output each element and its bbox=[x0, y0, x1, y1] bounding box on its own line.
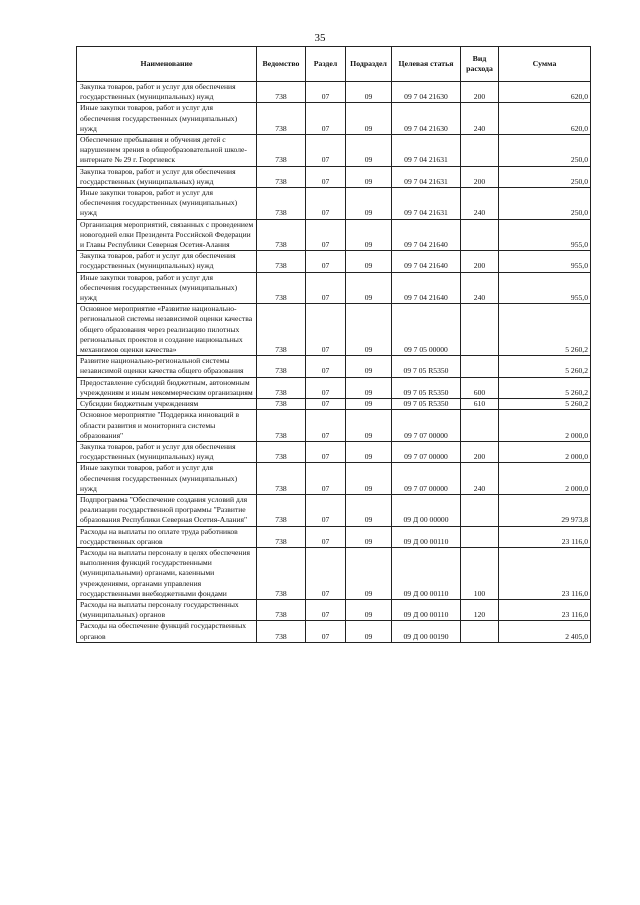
row-amount-cell: 955,0 bbox=[499, 272, 591, 304]
budget-table bbox=[76, 46, 591, 643]
row-target-item-cell: 09 7 05 R5350 bbox=[392, 356, 461, 377]
table-row bbox=[77, 441, 591, 462]
row-amount-cell: 250,0 bbox=[499, 188, 591, 220]
row-amount-cell: 2 000,0 bbox=[499, 410, 591, 442]
row-subsection-cell: 09 bbox=[346, 103, 392, 135]
row-amount-cell: 5 260,2 bbox=[499, 356, 591, 377]
row-target-item-cell: 09 7 05 R5350 bbox=[392, 399, 461, 410]
row-target-item-cell: 09 7 04 21640 bbox=[392, 272, 461, 304]
row-subsection-cell: 09 bbox=[346, 251, 392, 272]
row-expense-type-cell: 600 bbox=[461, 377, 499, 398]
row-target-item-cell: 09 7 04 21631 bbox=[392, 135, 461, 167]
row-name-cell: Расходы на обеспечение функций государственных органов bbox=[77, 621, 257, 642]
row-section-cell: 07 bbox=[306, 304, 346, 356]
row-name-cell: Закупка товаров, работ и услуг для обеспечения государственных (муниципальных) нужд bbox=[77, 441, 257, 462]
table-row bbox=[77, 304, 591, 356]
column-header-target-item: Целевая статья bbox=[392, 47, 461, 82]
row-section-cell: 07 bbox=[306, 547, 346, 599]
table-row bbox=[77, 219, 591, 251]
row-department-cell: 738 bbox=[257, 103, 306, 135]
row-expense-type-cell: 200 bbox=[461, 441, 499, 462]
table-row bbox=[77, 547, 591, 599]
row-expense-type-cell bbox=[461, 410, 499, 442]
row-subsection-cell: 09 bbox=[346, 135, 392, 167]
row-expense-type-cell: 240 bbox=[461, 463, 499, 495]
table-row bbox=[77, 377, 591, 398]
row-subsection-cell: 09 bbox=[346, 272, 392, 304]
row-name-cell: Расходы на выплаты по оплате труда работников государственных органов bbox=[77, 526, 257, 547]
column-header-section: Раздел bbox=[306, 47, 346, 82]
row-name-cell: Закупка товаров, работ и услуг для обеспечения государственных (муниципальных) нужд bbox=[77, 251, 257, 272]
row-section-cell: 07 bbox=[306, 399, 346, 410]
column-header-amount: Сумма bbox=[499, 47, 591, 82]
row-department-cell: 738 bbox=[257, 251, 306, 272]
row-target-item-cell: 09 7 04 21631 bbox=[392, 188, 461, 220]
column-header-name: Наименование bbox=[77, 47, 257, 82]
row-expense-type-cell bbox=[461, 494, 499, 526]
table-row bbox=[77, 526, 591, 547]
row-amount-cell: 955,0 bbox=[499, 219, 591, 251]
row-section-cell: 07 bbox=[306, 135, 346, 167]
row-expense-type-cell bbox=[461, 356, 499, 377]
row-subsection-cell: 09 bbox=[346, 82, 392, 103]
row-department-cell: 738 bbox=[257, 135, 306, 167]
row-target-item-cell: 09 7 07 00000 bbox=[392, 410, 461, 442]
row-name-cell: Закупка товаров, работ и услуг для обеспечения государственных (муниципальных) нужд bbox=[77, 166, 257, 187]
row-department-cell: 738 bbox=[257, 82, 306, 103]
row-department-cell: 738 bbox=[257, 272, 306, 304]
row-subsection-cell: 09 bbox=[346, 547, 392, 599]
row-expense-type-cell: 610 bbox=[461, 399, 499, 410]
row-department-cell: 738 bbox=[257, 304, 306, 356]
row-subsection-cell: 09 bbox=[346, 494, 392, 526]
row-department-cell: 738 bbox=[257, 219, 306, 251]
table-row bbox=[77, 166, 591, 187]
row-name-cell: Расходы на выплаты персоналу в целях обеспечения выполнения функций государственными (муниципальными) органами, казенными учреждениями, органами управления государственными внебюджетными фондами bbox=[77, 547, 257, 599]
row-name-cell: Организация мероприятий, связанных с проведением новогодней елки Президента Российской Федерации и Главы Республики Северная Осетия-Алания bbox=[77, 219, 257, 251]
column-header-department: Ведомство bbox=[257, 47, 306, 82]
row-section-cell: 07 bbox=[306, 410, 346, 442]
row-amount-cell: 2 405,0 bbox=[499, 621, 591, 642]
row-amount-cell: 250,0 bbox=[499, 135, 591, 167]
row-expense-type-cell: 200 bbox=[461, 251, 499, 272]
row-name-cell: Иные закупки товаров, работ и услуг для обеспечения государственных (муниципальных) нужд bbox=[77, 188, 257, 220]
row-department-cell: 738 bbox=[257, 494, 306, 526]
row-amount-cell: 5 260,2 bbox=[499, 399, 591, 410]
table-row bbox=[77, 272, 591, 304]
row-target-item-cell: 09 Д 00 00190 bbox=[392, 621, 461, 642]
row-subsection-cell: 09 bbox=[346, 441, 392, 462]
row-amount-cell: 955,0 bbox=[499, 251, 591, 272]
row-expense-type-cell bbox=[461, 219, 499, 251]
page-number: 35 bbox=[314, 32, 326, 44]
row-name-cell: Закупка товаров, работ и услуг для обеспечения государственных (муниципальных) нужд bbox=[77, 82, 257, 103]
row-target-item-cell: 09 7 04 21630 bbox=[392, 82, 461, 103]
row-department-cell: 738 bbox=[257, 166, 306, 187]
row-department-cell: 738 bbox=[257, 410, 306, 442]
row-amount-cell: 620,0 bbox=[499, 103, 591, 135]
row-expense-type-cell: 240 bbox=[461, 188, 499, 220]
row-subsection-cell: 09 bbox=[346, 463, 392, 495]
table-row bbox=[77, 621, 591, 642]
row-department-cell: 738 bbox=[257, 463, 306, 495]
row-section-cell: 07 bbox=[306, 219, 346, 251]
row-name-cell: Предоставление субсидий бюджетным, автономным учреждениям и иным некоммерческим организациям bbox=[77, 377, 257, 398]
row-department-cell: 738 bbox=[257, 547, 306, 599]
row-name-cell: Основное мероприятие «Развитие национально-региональной системы независимой оценки качества общего образования через реализацию пилотных региональных проектов и создание национальных механизмов оценки качества» bbox=[77, 304, 257, 356]
table-row bbox=[77, 494, 591, 526]
row-department-cell: 738 bbox=[257, 599, 306, 620]
row-amount-cell: 2 000,0 bbox=[499, 441, 591, 462]
row-target-item-cell: 09 7 05 00000 bbox=[392, 304, 461, 356]
row-expense-type-cell: 120 bbox=[461, 599, 499, 620]
row-section-cell: 07 bbox=[306, 103, 346, 135]
row-subsection-cell: 09 bbox=[346, 621, 392, 642]
table-row bbox=[77, 463, 591, 495]
row-amount-cell: 29 973,8 bbox=[499, 494, 591, 526]
table-row bbox=[77, 135, 591, 167]
row-name-cell: Расходы на выплаты персоналу государственных (муниципальных) органов bbox=[77, 599, 257, 620]
row-target-item-cell: 09 7 04 21631 bbox=[392, 166, 461, 187]
row-expense-type-cell bbox=[461, 304, 499, 356]
row-name-cell: Развитие национально-региональной системы независимой оценки качества общего образования bbox=[77, 356, 257, 377]
column-header-expense-type: Вид расхода bbox=[461, 47, 499, 82]
row-subsection-cell: 09 bbox=[346, 304, 392, 356]
row-section-cell: 07 bbox=[306, 621, 346, 642]
row-department-cell: 738 bbox=[257, 526, 306, 547]
row-expense-type-cell: 240 bbox=[461, 272, 499, 304]
row-expense-type-cell bbox=[461, 135, 499, 167]
row-section-cell: 07 bbox=[306, 272, 346, 304]
row-target-item-cell: 09 Д 00 00000 bbox=[392, 494, 461, 526]
table-row bbox=[77, 82, 591, 103]
row-amount-cell: 23 116,0 bbox=[499, 526, 591, 547]
row-section-cell: 07 bbox=[306, 188, 346, 220]
row-amount-cell: 2 000,0 bbox=[499, 463, 591, 495]
row-target-item-cell: 09 7 05 R5350 bbox=[392, 377, 461, 398]
row-name-cell: Подпрограмма "Обеспечение создания условий для реализации государственной программы "Развитие образования Республики Северная Осетия-Алания" bbox=[77, 494, 257, 526]
row-subsection-cell: 09 bbox=[346, 188, 392, 220]
column-header-subsection: Подраздел bbox=[346, 47, 392, 82]
row-subsection-cell: 09 bbox=[346, 599, 392, 620]
row-department-cell: 738 bbox=[257, 188, 306, 220]
table-row bbox=[77, 410, 591, 442]
row-amount-cell: 620,0 bbox=[499, 82, 591, 103]
row-expense-type-cell: 240 bbox=[461, 103, 499, 135]
row-section-cell: 07 bbox=[306, 441, 346, 462]
row-target-item-cell: 09 7 04 21640 bbox=[392, 219, 461, 251]
row-amount-cell: 5 260,2 bbox=[499, 377, 591, 398]
table-row bbox=[77, 399, 591, 410]
row-subsection-cell: 09 bbox=[346, 377, 392, 398]
row-subsection-cell: 09 bbox=[346, 356, 392, 377]
row-target-item-cell: 09 Д 00 00110 bbox=[392, 526, 461, 547]
row-target-item-cell: 09 7 07 00000 bbox=[392, 441, 461, 462]
table-header-row bbox=[77, 47, 591, 82]
row-department-cell: 738 bbox=[257, 621, 306, 642]
row-section-cell: 07 bbox=[306, 377, 346, 398]
row-subsection-cell: 09 bbox=[346, 399, 392, 410]
row-target-item-cell: 09 Д 00 00110 bbox=[392, 547, 461, 599]
row-section-cell: 07 bbox=[306, 526, 346, 547]
table-row bbox=[77, 356, 591, 377]
row-subsection-cell: 09 bbox=[346, 526, 392, 547]
row-target-item-cell: 09 7 04 21630 bbox=[392, 103, 461, 135]
row-expense-type-cell bbox=[461, 526, 499, 547]
table-row bbox=[77, 251, 591, 272]
row-name-cell: Иные закупки товаров, работ и услуг для обеспечения государственных (муниципальных) нужд bbox=[77, 463, 257, 495]
row-target-item-cell: 09 Д 00 00110 bbox=[392, 599, 461, 620]
row-section-cell: 07 bbox=[306, 166, 346, 187]
row-department-cell: 738 bbox=[257, 399, 306, 410]
row-name-cell: Основное мероприятие "Поддержка инноваций в области развития и мониторинга системы образования" bbox=[77, 410, 257, 442]
row-department-cell: 738 bbox=[257, 441, 306, 462]
row-section-cell: 07 bbox=[306, 463, 346, 495]
row-expense-type-cell: 200 bbox=[461, 82, 499, 103]
row-target-item-cell: 09 7 07 00000 bbox=[392, 463, 461, 495]
row-expense-type-cell: 100 bbox=[461, 547, 499, 599]
row-amount-cell: 5 260,2 bbox=[499, 304, 591, 356]
row-name-cell: Субсидии бюджетным учреждениям bbox=[77, 399, 257, 410]
row-name-cell: Иные закупки товаров, работ и услуг для обеспечения государственных (муниципальных) нужд bbox=[77, 103, 257, 135]
row-name-cell: Иные закупки товаров, работ и услуг для обеспечения государственных (муниципальных) нужд bbox=[77, 272, 257, 304]
row-section-cell: 07 bbox=[306, 494, 346, 526]
row-expense-type-cell bbox=[461, 621, 499, 642]
row-section-cell: 07 bbox=[306, 251, 346, 272]
row-department-cell: 738 bbox=[257, 356, 306, 377]
row-expense-type-cell: 200 bbox=[461, 166, 499, 187]
row-section-cell: 07 bbox=[306, 599, 346, 620]
row-subsection-cell: 09 bbox=[346, 219, 392, 251]
row-section-cell: 07 bbox=[306, 356, 346, 377]
row-amount-cell: 250,0 bbox=[499, 166, 591, 187]
row-section-cell: 07 bbox=[306, 82, 346, 103]
row-name-cell: Обеспечение пребывания и обучения детей с нарушением зрения в общеобразовательной школе-интернате № 29 г. Георгиевск bbox=[77, 135, 257, 167]
row-amount-cell: 23 116,0 bbox=[499, 599, 591, 620]
row-department-cell: 738 bbox=[257, 377, 306, 398]
row-target-item-cell: 09 7 04 21640 bbox=[392, 251, 461, 272]
table-row bbox=[77, 103, 591, 135]
row-subsection-cell: 09 bbox=[346, 410, 392, 442]
table-row bbox=[77, 599, 591, 620]
table-row bbox=[77, 188, 591, 220]
row-amount-cell: 23 116,0 bbox=[499, 547, 591, 599]
row-subsection-cell: 09 bbox=[346, 166, 392, 187]
